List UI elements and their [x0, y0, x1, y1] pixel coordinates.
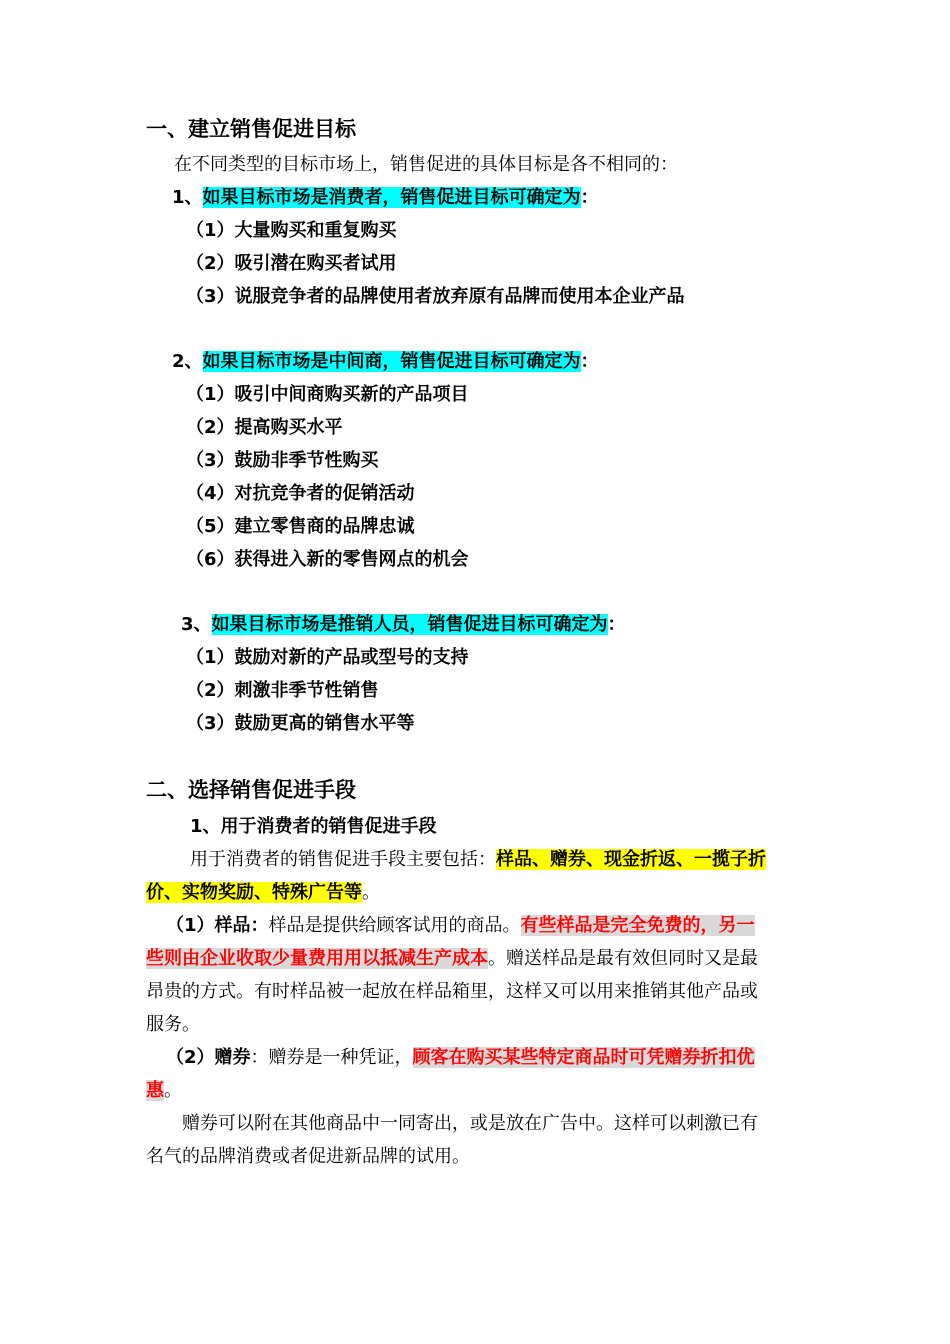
paragraph-line: 些则由企业收取少量费用用以抵减生产成本。赠送样品是最有效但同时又是最 — [146, 948, 758, 969]
section2-title: 二、选择销售促进手段 — [146, 778, 356, 802]
paragraph-line: 价、实物奖励、特殊广告等。 — [146, 882, 380, 903]
group2-heading: 2、如果目标市场是中间商，销售促进目标可确定为： — [172, 351, 599, 372]
section1-title: 一、建立销售促进目标 — [146, 117, 356, 141]
list-item: （1）大量购买和重复购买 — [186, 220, 397, 241]
list-item: （3）鼓励非季节性购买 — [186, 450, 379, 471]
paragraph-line: 惠。 — [146, 1080, 182, 1101]
list-item: （1）鼓励对新的产品或型号的支持 — [186, 647, 469, 668]
list-item: （2）吸引潜在购买者试用 — [186, 253, 397, 274]
paragraph-line: 名气的品牌消费或者促进新品牌的试用。 — [146, 1146, 470, 1167]
list-item: （2）刺激非季节性销售 — [186, 680, 379, 701]
list-item: （1）吸引中间商购买新的产品项目 — [186, 384, 469, 405]
list-item: （6）获得进入新的零售网点的机会 — [186, 549, 469, 570]
group3-heading: 3、如果目标市场是推销人员，销售促进目标可确定为： — [181, 614, 626, 635]
paragraph-line: （1）样品：样品是提供给顾客试用的商品。有些样品是完全免费的，另一 — [166, 915, 755, 936]
paragraph-line: 赠券可以附在其他商品中一同寄出，或是放在广告中。这样可以刺激已有 — [182, 1113, 758, 1134]
list-item: （3）说服竞争者的品牌使用者放弃原有品牌而使用本企业产品 — [186, 286, 685, 307]
paragraph-line: 用于消费者的销售促进手段主要包括：样品、赠券、现金折返、一揽子折 — [190, 849, 766, 870]
group1-heading: 1、如果目标市场是消费者，销售促进目标可确定为： — [172, 187, 599, 208]
list-item: （3）鼓励更高的销售水平等 — [186, 713, 415, 734]
section2-subheading: 1、用于消费者的销售促进手段 — [190, 816, 437, 837]
paragraph-line: 昂贵的方式。有时样品被一起放在样品箱里，这样又可以用来推销其他产品或 — [146, 981, 758, 1002]
list-item: （5）建立零售商的品牌忠诚 — [186, 516, 415, 537]
list-item: （2）提高购买水平 — [186, 417, 343, 438]
paragraph-line: 服务。 — [146, 1014, 200, 1035]
section1-intro: 在不同类型的目标市场上，销售促进的具体目标是各不相同的： — [174, 154, 678, 175]
list-item: （4）对抗竞争者的促销活动 — [186, 483, 415, 504]
paragraph-line: （2）赠券：赠券是一种凭证，顾客在购买某些特定商品时可凭赠券折扣优 — [166, 1047, 755, 1068]
